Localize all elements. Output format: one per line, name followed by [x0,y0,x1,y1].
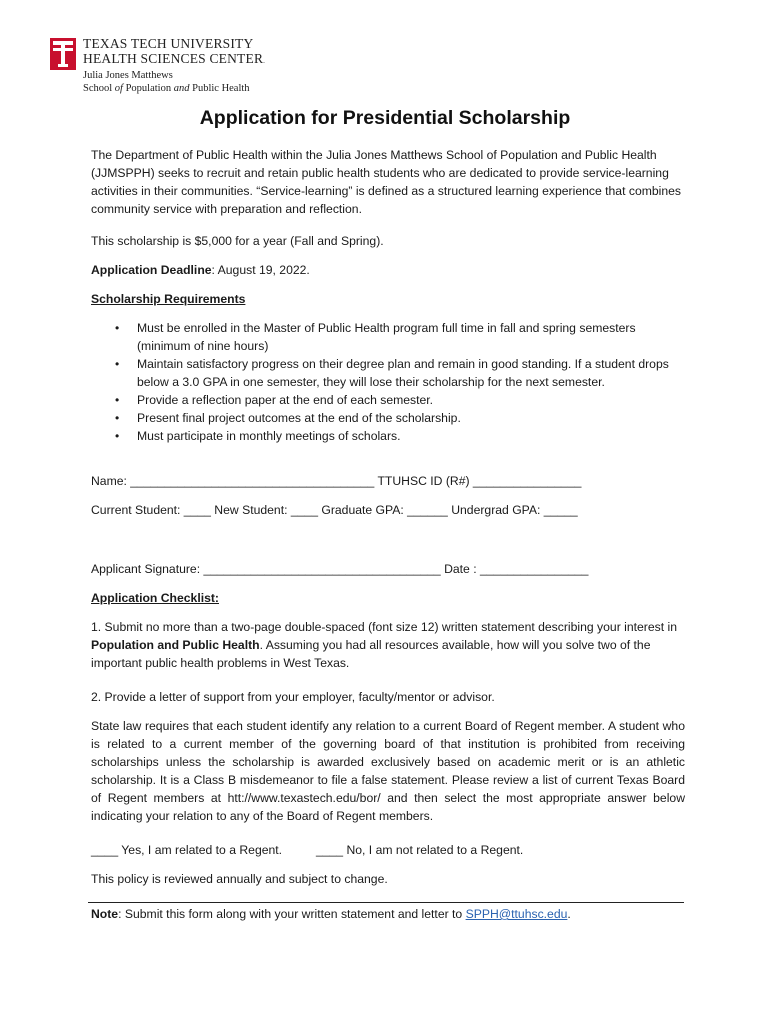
bullet-icon: • [115,393,120,407]
divider [88,902,684,903]
checklist-heading: Application Checklist: [91,591,219,605]
university-name-line2: HEALTH SCIENCES CENTER. [83,50,266,66]
deadline-label: Application Deadline [91,263,212,277]
note-label: Note [91,907,119,921]
submission-note: Note: Submit this form along with your written statement and letter to SPPH@ttuhsc.edu. [91,907,571,921]
bullet-icon: • [115,357,120,371]
list-item: • Present final project outcomes at the end of the scholarship. [115,411,461,425]
list-item: • Must be enrolled in the Master of Public Health program full time in fall and spring semesters (minimum of nine hours) [115,321,636,353]
regent-options [91,841,685,859]
regent-yes-option[interactable]: ____ Yes, I am related to a Regent. [91,843,283,857]
university-name-line1: TEXAS TECH UNIVERSITY [83,36,254,51]
deadline-value: : August 19, 2022. [211,263,310,277]
signature-date-field[interactable]: Applicant Signature: ___________________________________ Date : ________________ [91,562,589,576]
checklist-item-2: 2. Provide a letter of support from your employer, faculty/mentor or advisor. [91,690,495,704]
bullet-icon: • [115,321,120,335]
university-logo [50,37,265,94]
list-item: • Maintain satisfactory progress on their degree plan and remain in good standing. If a student drops below a 3.0 GPA in one semester, they will lose their scholarship for the next semester. [115,357,669,389]
regent-no-option[interactable]: ____ No, I am not related to a Regent. [315,843,524,857]
checklist-item-1: 1. Submit no more than a two-page double-spaced (font size 12) written statement describing your interest in Population and Public Health. Assuming you had all resources available, how will you solve two of the important public health problems in West Texas. [91,620,677,670]
school-name-line2: School of Population and Public Health [83,82,250,94]
policy-review-note: This policy is reviewed annually and subject to change. [91,872,388,886]
list-item: • Must participate in monthly meetings of scholars. [115,429,401,443]
list-item: • Provide a reflection paper at the end of each semester. [115,393,434,407]
school-name-line1: Julia Jones Matthews [83,70,173,81]
requirements-list [91,319,691,445]
scholarship-amount: This scholarship is $5,000 for a year (Fall and Spring). [91,234,384,248]
trademark-mark: . [263,56,266,65]
requirements-heading: Scholarship Requirements [91,292,246,306]
bullet-icon: • [115,429,120,443]
application-deadline [91,261,685,279]
page-title: Application for Presidential Scholarship [199,107,571,129]
contact-email-link[interactable]: SPPH@ttuhsc.edu [465,907,568,921]
intro-paragraph: The Department of Public Health within the Julia Jones Matthews School of Population and Public Health (JJMSPPH) seeks to recruit and retain public health students who are dedicated to provide service-learning activities in their communities. “Service-learning” is defined as a structured learning experience that combines community service with preparation and reflection. [91,148,682,216]
double-t-logo-icon [50,38,76,70]
name-id-field[interactable]: Name: ____________________________________ TTUHSC ID (R#) ________________ [91,474,582,488]
regent-policy-paragraph: State law requires that each student identify any relation to a current Board of Regent member. A student who is related to a current member of the governing board of that institution is prohibited from receiving scholarships unless the scholarship is awarded exclusively based on academic merit or is an athletic scholarship. It is a Class B misdemeanor to file a false statement. Please review a list of current Texas Board of Regent members at htt://www.texastech.edu/bor/ and then select the most appropriate answer below indicating your relation to any of the Board of Regent members. [91,719,685,823]
bullet-icon: • [115,411,120,425]
student-gpa-field[interactable]: Current Student: ____ New Student: ____ Graduate GPA: ______ Undergrad GPA: _____ [91,503,578,517]
